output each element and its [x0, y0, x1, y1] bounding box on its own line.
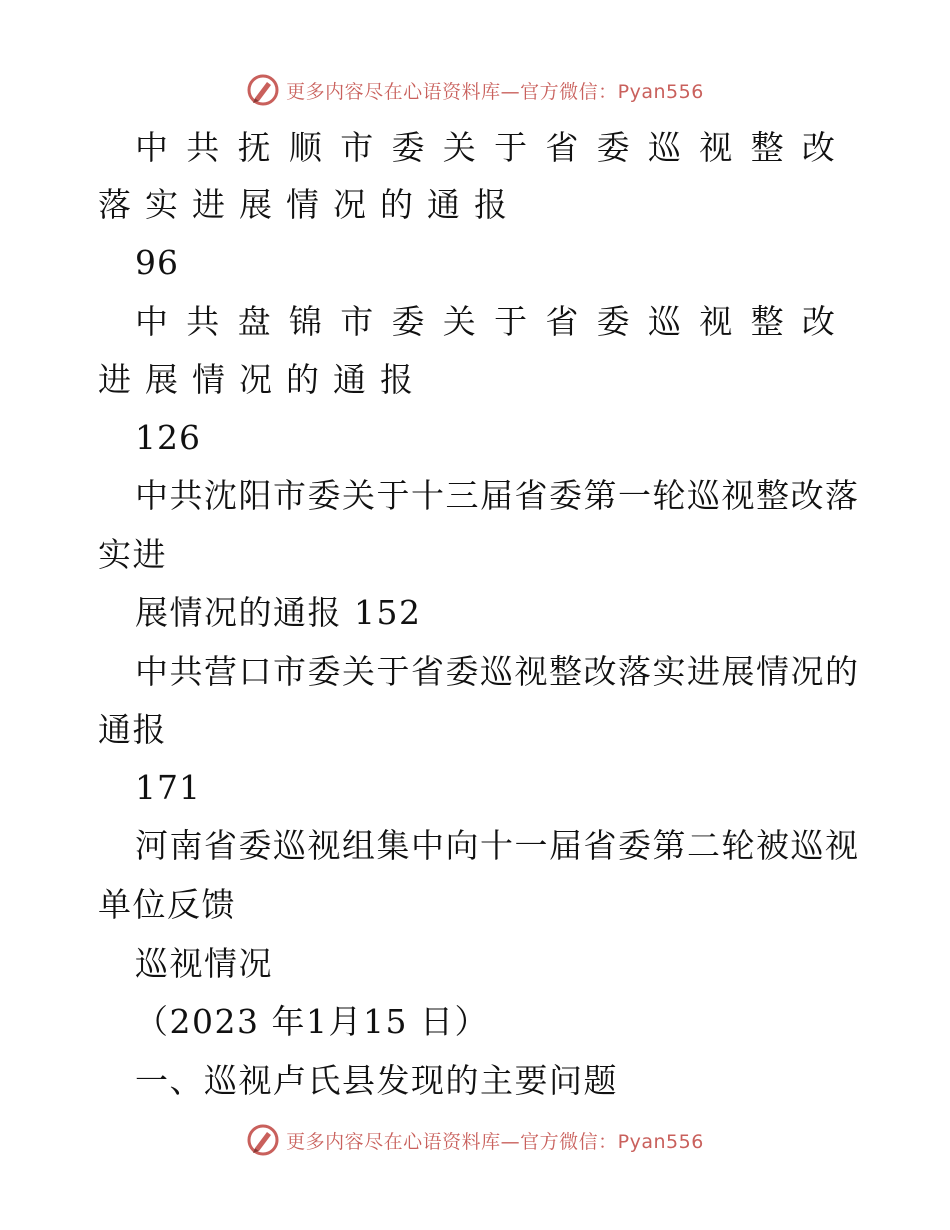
- justified-char: 委: [596, 302, 630, 341]
- justified-char: 省: [545, 128, 579, 167]
- justified-char: 抚: [237, 128, 271, 167]
- justified-char: 委: [391, 128, 425, 167]
- justified-char: 委: [596, 128, 630, 167]
- justified-char: 委: [391, 302, 425, 341]
- justified-char: 市: [340, 302, 374, 341]
- justified-char: 共: [186, 128, 220, 167]
- date-line: （2023 年1月15 日）: [135, 1002, 489, 1041]
- pen-in-circle-icon: [246, 73, 280, 107]
- justified-char: 于: [494, 128, 528, 167]
- text-line-9: 展情况的通报 152: [135, 593, 422, 632]
- justified-char: 改: [801, 128, 835, 167]
- justified-char: 视: [699, 128, 733, 167]
- justified-char: 顺: [288, 128, 322, 167]
- justified-char: 关: [442, 128, 476, 167]
- section-heading: 巡视情况: [135, 944, 273, 983]
- watermark-text: 更多内容尽在心语资料库—官方微信：Pyan556: [286, 1130, 704, 1153]
- justified-char: 市: [340, 128, 374, 167]
- subsection-heading: 一、巡视卢氏县发现的主要问题: [135, 1061, 618, 1100]
- text-line-11: 通报: [98, 710, 167, 749]
- justified-char: 省: [545, 302, 579, 341]
- text-line-1: [135, 128, 835, 168]
- justified-char: 于: [494, 302, 528, 341]
- text-line-10: 中共营口市委关于省委巡视整改落实进展情况的: [135, 652, 860, 691]
- justified-char: 视: [699, 302, 733, 341]
- header-watermark: [0, 70, 950, 110]
- page-number: 126: [135, 418, 201, 457]
- text-line-5: 进展情况的通报: [98, 360, 427, 399]
- pen-in-circle-icon: [246, 1123, 280, 1157]
- footer-watermark: [0, 1120, 950, 1160]
- justified-char: 锦: [288, 302, 322, 341]
- text-line-2: 落实进展情况的通报: [98, 185, 521, 224]
- text-line-4: [135, 302, 835, 342]
- justified-char: 中: [135, 302, 168, 341]
- justified-char: 巡: [647, 302, 681, 341]
- justified-char: 关: [442, 302, 476, 341]
- text-line-14: 单位反馈: [98, 885, 236, 924]
- justified-char: 巡: [647, 128, 681, 167]
- text-line-7: 中共沈阳市委关于十三届省委第一轮巡视整改落: [135, 476, 860, 515]
- justified-char: 共: [186, 302, 220, 341]
- justified-char: 中: [135, 128, 168, 167]
- page-number: 171: [135, 768, 201, 807]
- text-line-8: 实进: [98, 535, 167, 574]
- justified-char: 整: [750, 128, 784, 167]
- justified-char: 整: [750, 302, 784, 341]
- justified-char: 盘: [237, 302, 271, 341]
- page-number: 96: [135, 243, 179, 282]
- justified-char: 改: [801, 302, 835, 341]
- watermark-text: 更多内容尽在心语资料库—官方微信：Pyan556: [286, 80, 704, 103]
- text-line-13: 河南省委巡视组集中向十一届省委第二轮被巡视: [135, 826, 860, 865]
